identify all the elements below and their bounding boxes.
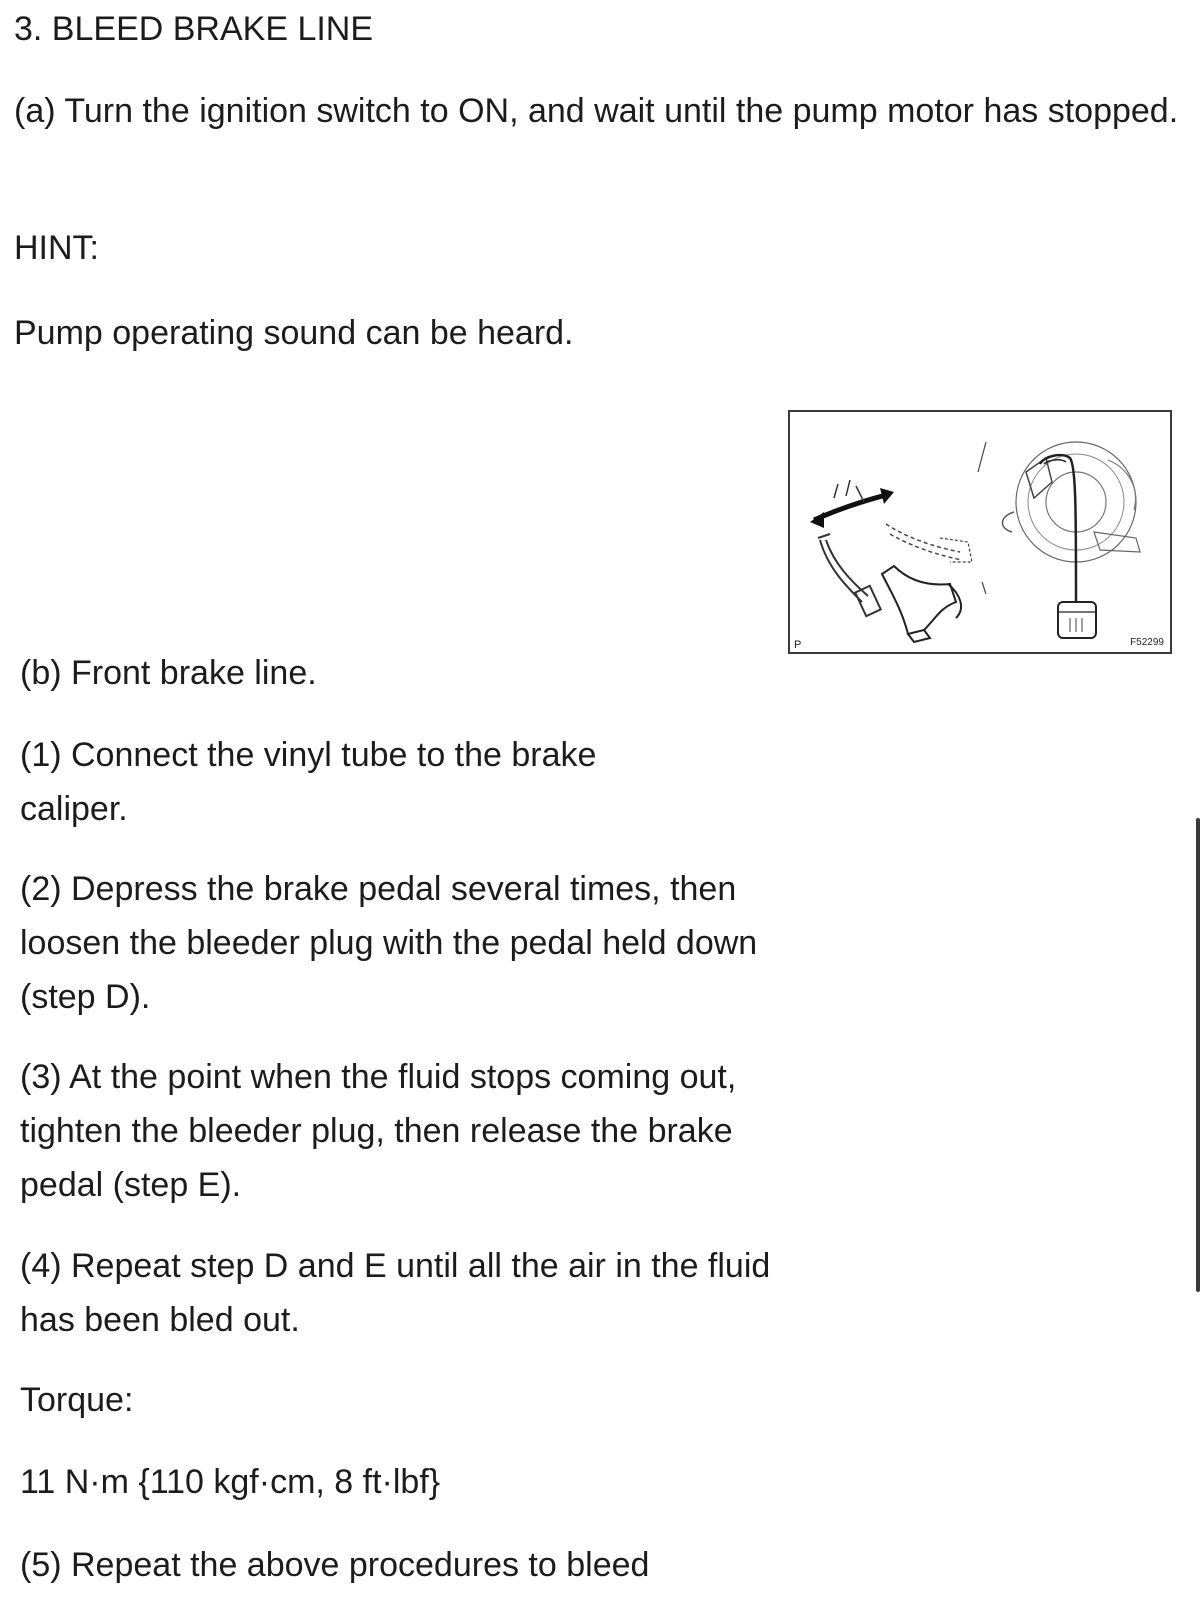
hint-label: HINT: (14, 229, 99, 267)
brake-bleeding-illustration (788, 410, 1172, 654)
step-2-text: (2) Depress the brake pedal several times, then loosen the bleeder plug with the pedal held down (step D). (20, 870, 758, 1016)
section-title: 3. BLEED BRAKE LINE (14, 10, 374, 48)
step-3-text: (3) At the point when the fluid stops coming out, tighten the bleeder plug, then release the brake pedal (step E). (20, 1058, 737, 1204)
front-brake-heading: (b) Front brake line. (20, 654, 317, 692)
step-1-text: (1) Connect the vinyl tube to the brake caliper. (20, 736, 597, 828)
torque-value: 11 N·m {110 kgf·cm, 8 ft·lbf} (20, 1463, 441, 1501)
torque-label: Torque: (20, 1381, 134, 1419)
illustration-drawing (790, 412, 1170, 652)
vertical-scrollbar[interactable] (1196, 818, 1200, 1292)
step-5-text: (5) Repeat the above procedures to bleed (20, 1546, 650, 1584)
step-4-text: (4) Repeat step D and E until all the air in the fluid has been bled out. (20, 1247, 771, 1339)
step-a-text: (a) Turn the ignition switch to ON, and wait until the pump motor has stopped. (14, 92, 1179, 130)
figure-code: F52299 (1130, 637, 1164, 648)
figure-corner-mark: P (794, 639, 802, 651)
hint-text: Pump operating sound can be heard. (14, 314, 574, 352)
